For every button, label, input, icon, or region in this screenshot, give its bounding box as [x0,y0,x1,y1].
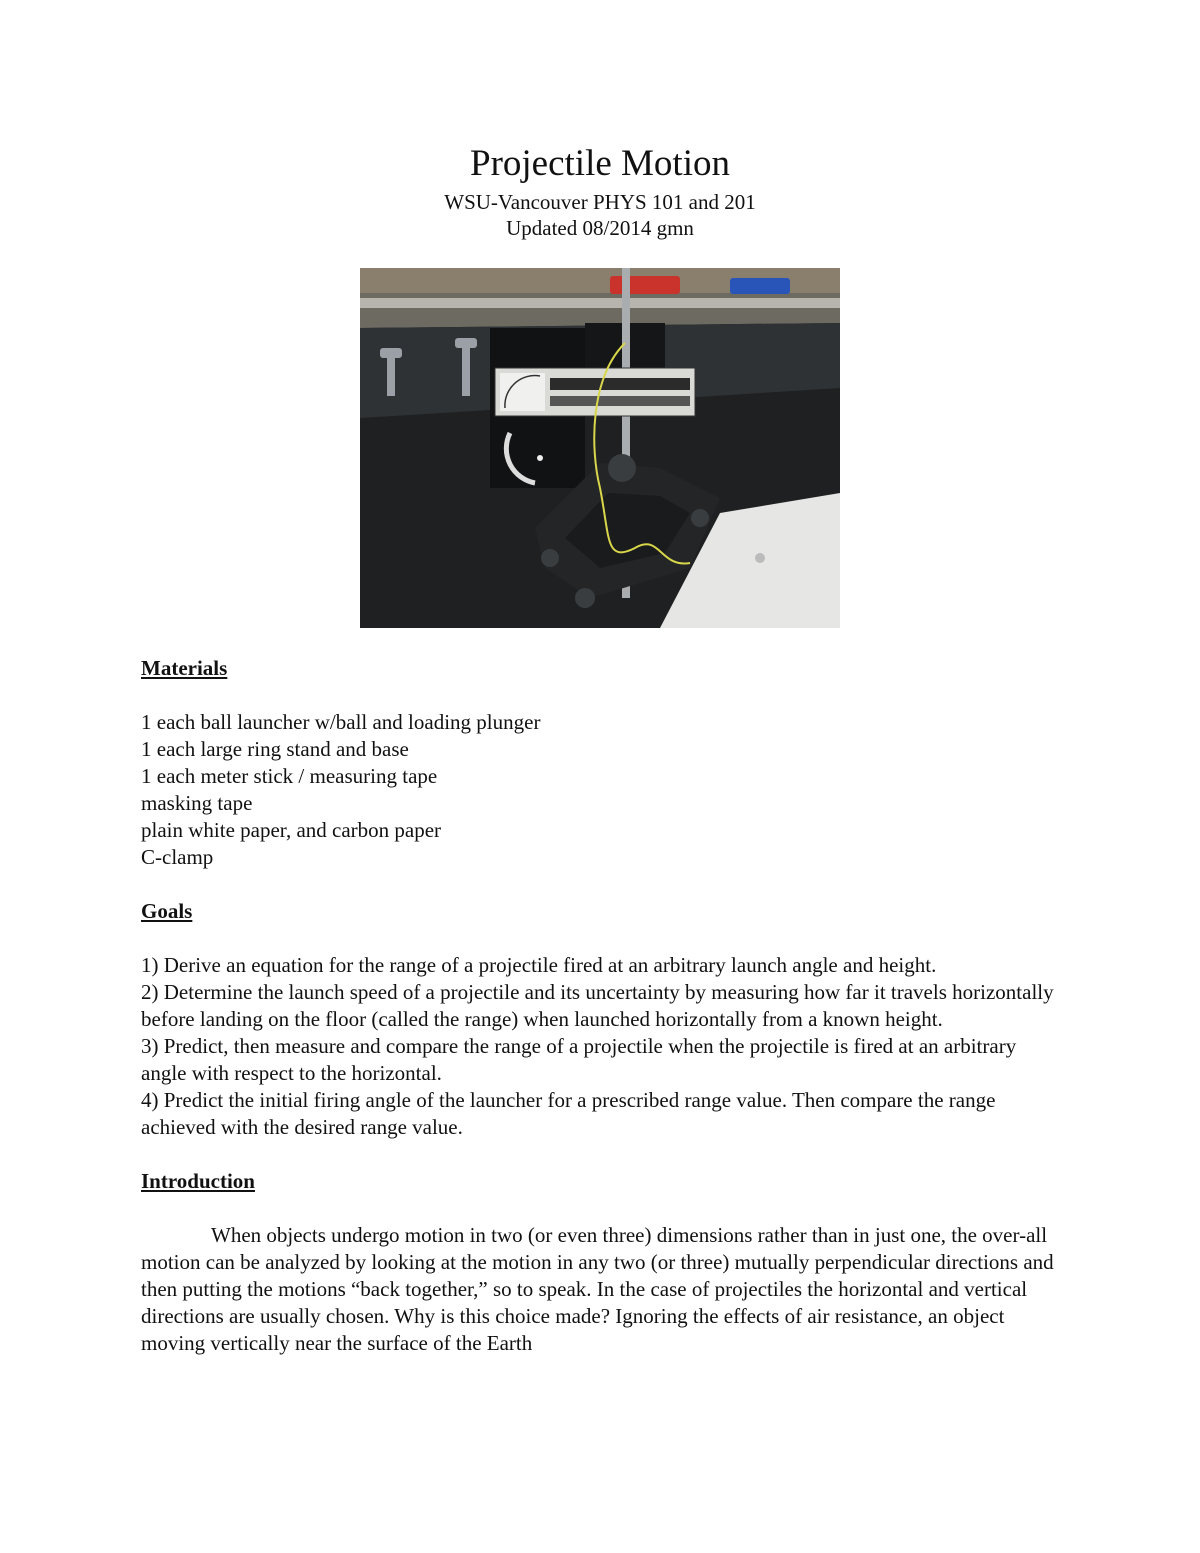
introduction-section [141,1168,1066,1357]
list-item: 2) Determine the launch speed of a projectile and its uncertainty by measuring how far it travels horizontally before landing on the floor (called the range) when launched horizontally from a known height. [141,980,1054,1031]
document-body [141,655,1066,1357]
list-item: 1) Derive an equation for the range of a projectile fired at an arbitrary launch angle and height. [141,953,937,977]
goals-section [141,898,1066,1141]
introduction-heading: Introduction [141,1169,255,1193]
list-item: plain white paper, and carbon paper [141,818,442,842]
goals-heading: Goals [141,899,193,923]
list-item: 1 each ball launcher w/ball and loading plunger [141,710,541,734]
goals-list [141,952,1066,1141]
list-item: 1 each large ring stand and base [141,737,409,761]
document-title: Projectile Motion [470,143,730,184]
introduction-paragraph: When objects undergo motion in two (or even three) dimensions rather than in just one, the over-all motion can be analyzed by looking at the motion in any two (or three) mutually perpendicular directions and then putting the motions “back together,” so to speak. In the case of projectiles the horizontal and vertical directions are usually chosen. Why is this choice made? Ignoring the effects of air resistance, an object moving vertically near the surface of the Earth [141,1223,1054,1355]
launcher-photo-illustration [360,268,840,628]
projectile-launcher-photo [360,268,840,628]
course-subtitle: WSU-Vancouver PHYS 101 and 201 [444,190,756,214]
list-item: 4) Predict the initial firing angle of the launcher for a prescribed range value. Then compare the range achieved with the desired range value. [141,1088,996,1139]
materials-section [141,655,1066,871]
list-item: C-clamp [141,845,214,869]
updated-subtitle: Updated 08/2014 gmn [506,216,694,240]
list-item: 3) Predict, then measure and compare the range of a projectile when the projectile is fired at an arbitrary angle with respect to the horizontal. [141,1034,1017,1085]
materials-list [141,709,1066,871]
list-item: masking tape [141,791,253,815]
list-item: 1 each meter stick / measuring tape [141,764,438,788]
materials-heading: Materials [141,656,228,680]
